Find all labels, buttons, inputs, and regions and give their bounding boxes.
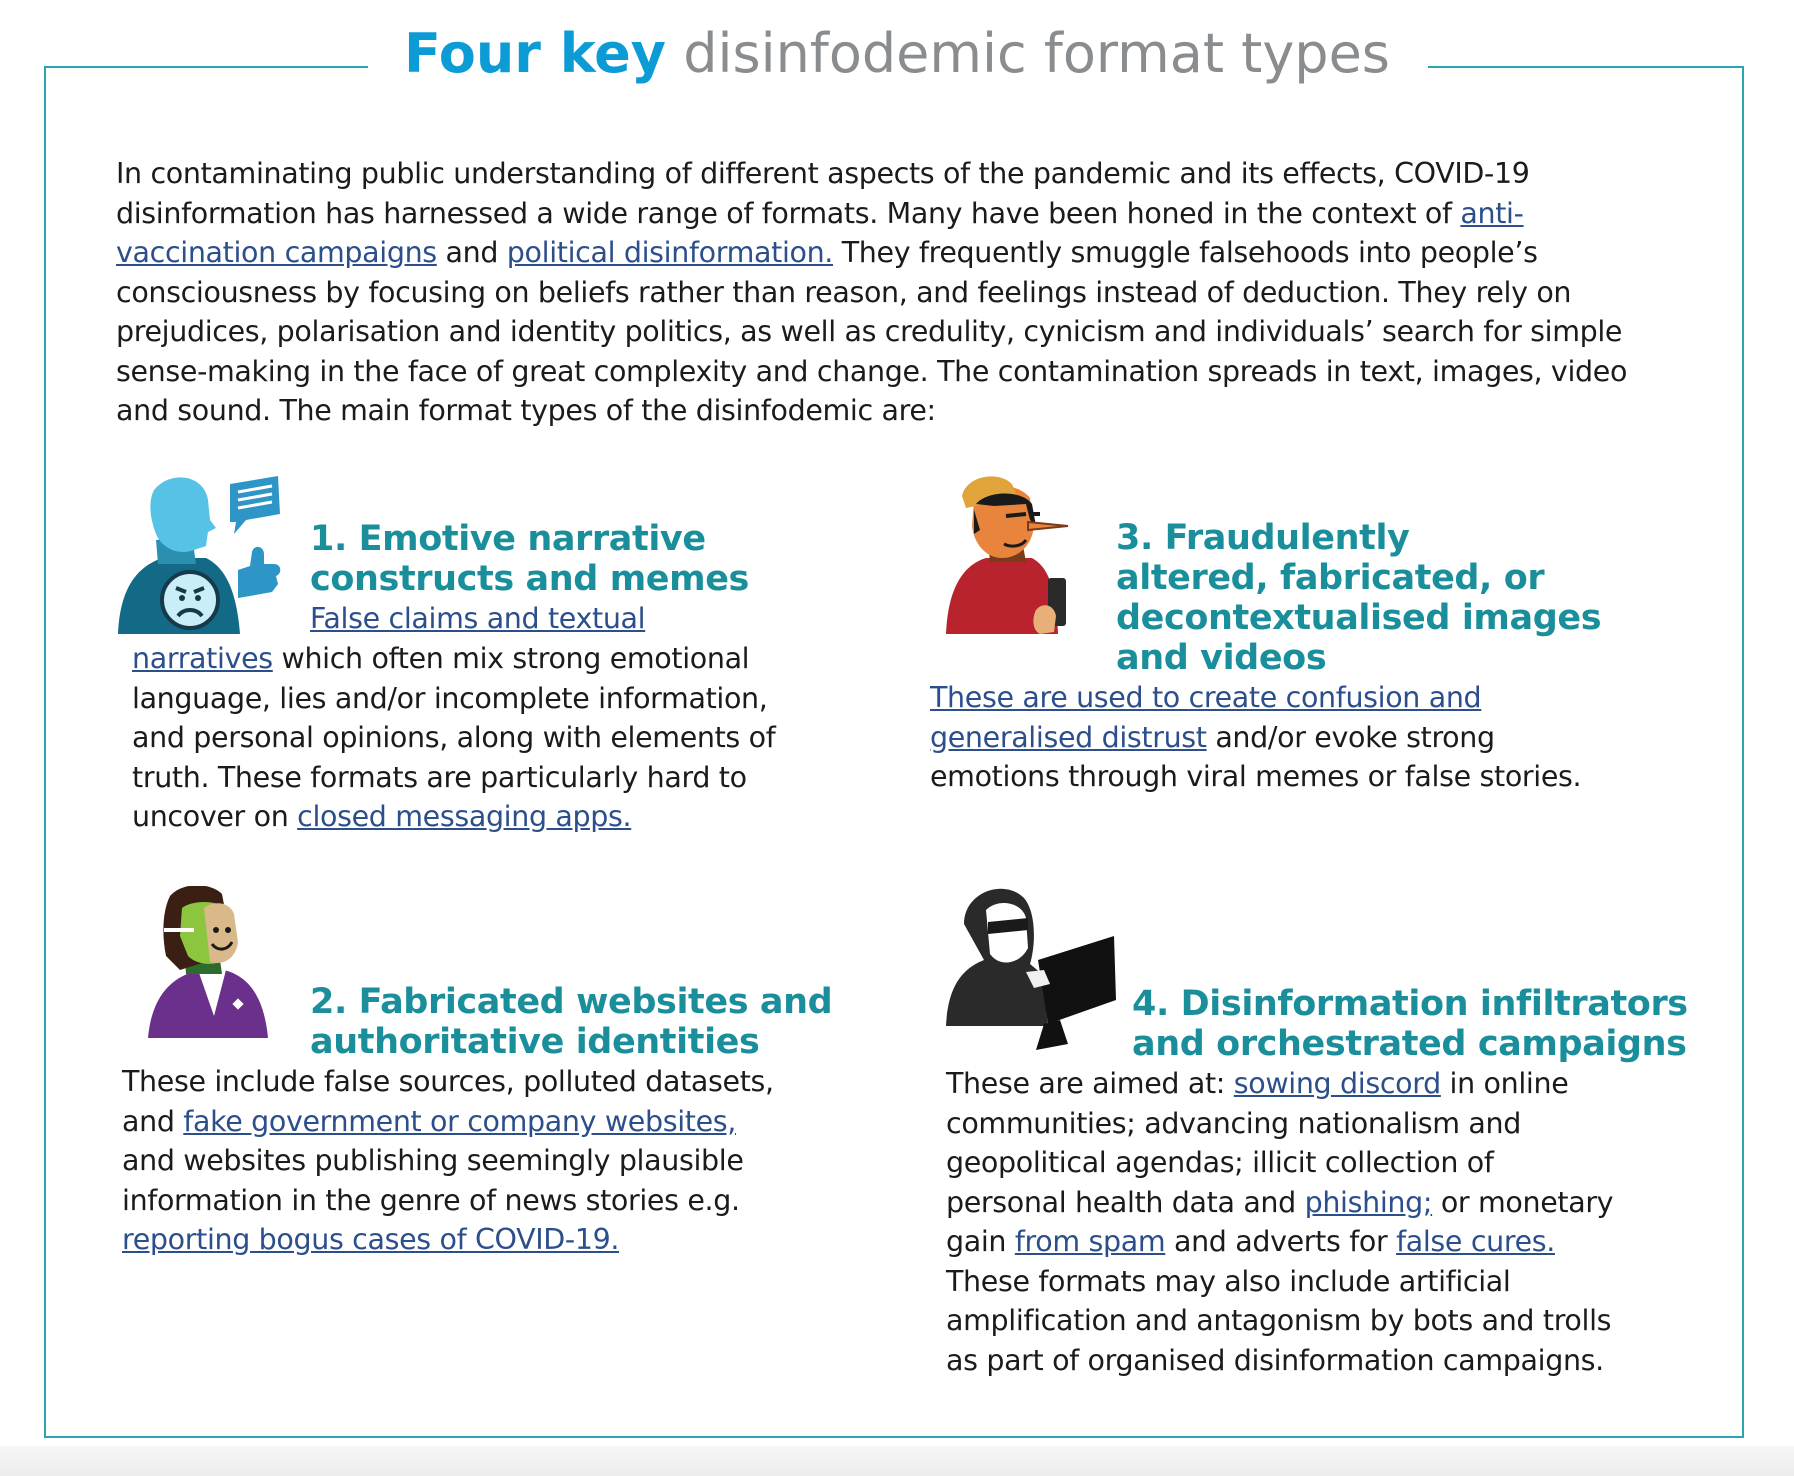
phishing-link[interactable]: phishing; [1304,1185,1433,1219]
masked-identity-icon [148,886,278,1048]
section-3-heading [1116,518,1601,678]
body-text: These include false sources, polluted datasets, [122,1065,774,1098]
body-text: or monetary [1432,1185,1614,1219]
section-4-body [946,1064,1736,1380]
section-2-heading [310,982,832,1062]
title-bold: Four key [404,22,667,85]
closed-messaging-apps-link[interactable]: closed messaging apps. [297,800,632,833]
sowing-discord-link[interactable]: sowing discord [1233,1067,1441,1100]
heading-line: 2. Fabricated websites and [310,982,833,1022]
page-title [0,22,1794,86]
section-1-body [310,599,830,639]
heading-line: and orchestrated campaigns [1132,1024,1687,1064]
intro-paragraph [116,154,1676,431]
pinocchio-phone-icon [946,474,1070,640]
bottom-edge-shadow [0,1446,1794,1476]
bogus-cases-link[interactable]: reporting bogus cases of COVID-19. [122,1223,620,1256]
body-text: geopolitical agendas; illicit collection of [946,1146,1494,1179]
body-text: These are aimed at: [946,1067,1234,1100]
body-text: emotions through viral memes or false stories. [930,760,1582,793]
section-3-body [930,678,1710,797]
body-text: amplification and antagonism by bots and trolls [946,1304,1612,1337]
body-text: which often mix strong emotional [272,642,750,675]
false-claims-link[interactable]: False claims and textual [310,602,646,635]
anti-vaccination-link[interactable]: anti-vaccination campaigns [116,196,1524,269]
false-cures-link[interactable]: false cures. [1396,1225,1555,1258]
intro-text: In contaminating public understanding of different aspects of the pandemic and its effects, COVID-19 disinformation has harnessed a wide range of formats. Many have been honed in the context of [116,157,1530,230]
heading-line: 1. Emotive narrative [310,519,706,559]
hooded-hacker-computer-icon [944,884,1116,1050]
body-text: and adverts for [1165,1225,1397,1258]
heading-line: authoritative identities [310,1022,760,1062]
title-rest: disinfodemic format types [683,22,1390,85]
political-disinformation-link[interactable]: political disinformation. [506,236,834,269]
heading-line: and videos [1116,638,1327,678]
heading-line: constructs and memes [310,559,749,599]
body-text: personal health data and [946,1185,1305,1219]
body-text: truth. These formats are particularly hard to [132,760,747,794]
intro-text: and [436,236,507,269]
heading-line: altered, fabricated, or [1116,558,1545,598]
body-text: in online [1440,1067,1569,1100]
body-text: These formats may also include artificial [946,1264,1511,1298]
body-text: gain [946,1225,1015,1258]
body-text: and/or evoke strong [1206,720,1495,754]
from-spam-link[interactable]: from spam [1014,1225,1166,1258]
body-text: as part of organised disinformation campaigns. [946,1343,1604,1377]
heading-line: 4. Disinformation infiltrators [1132,984,1688,1024]
heading-line: 3. Fraudulently [1116,518,1410,558]
body-text: and websites publishing seemingly plausible [122,1144,744,1177]
heading-line: decontextualised images [1116,598,1602,638]
generalised-distrust-link[interactable]: generalised distrust [930,720,1207,754]
section-1-body-cont [132,639,852,837]
body-text: uncover on [132,800,298,833]
confusion-distrust-link[interactable]: These are used to create confusion and [930,681,1482,714]
body-text: information in the genre of news stories e.g. [122,1183,740,1217]
section-4-heading [1132,984,1688,1064]
fake-websites-link[interactable]: fake government or company websites, [183,1104,737,1138]
body-text: language, lies and/or incomplete information, [132,681,768,715]
section-1-heading [310,519,749,599]
angry-person-chat-icon [118,474,282,646]
body-text: and [122,1104,184,1138]
body-text: communities; advancing nationalism and [946,1106,1521,1140]
narratives-link[interactable]: narratives [132,642,273,675]
body-text: and personal opinions, along with elements of [132,721,776,754]
intro-text: They frequently smuggle falsehoods into people’s consciousness by focusing on beliefs rather than reason, and feelings instead of deduction. They rely on prejudices, polarisation and identity politics, as well as credulity, cynicism and individuals’ search for simple sense-making in the face of great complexity and change. The contamination spreads in text, images, video and sound. The main format types of the disinfodemic are: [116,236,1628,427]
section-2-body [122,1062,862,1260]
